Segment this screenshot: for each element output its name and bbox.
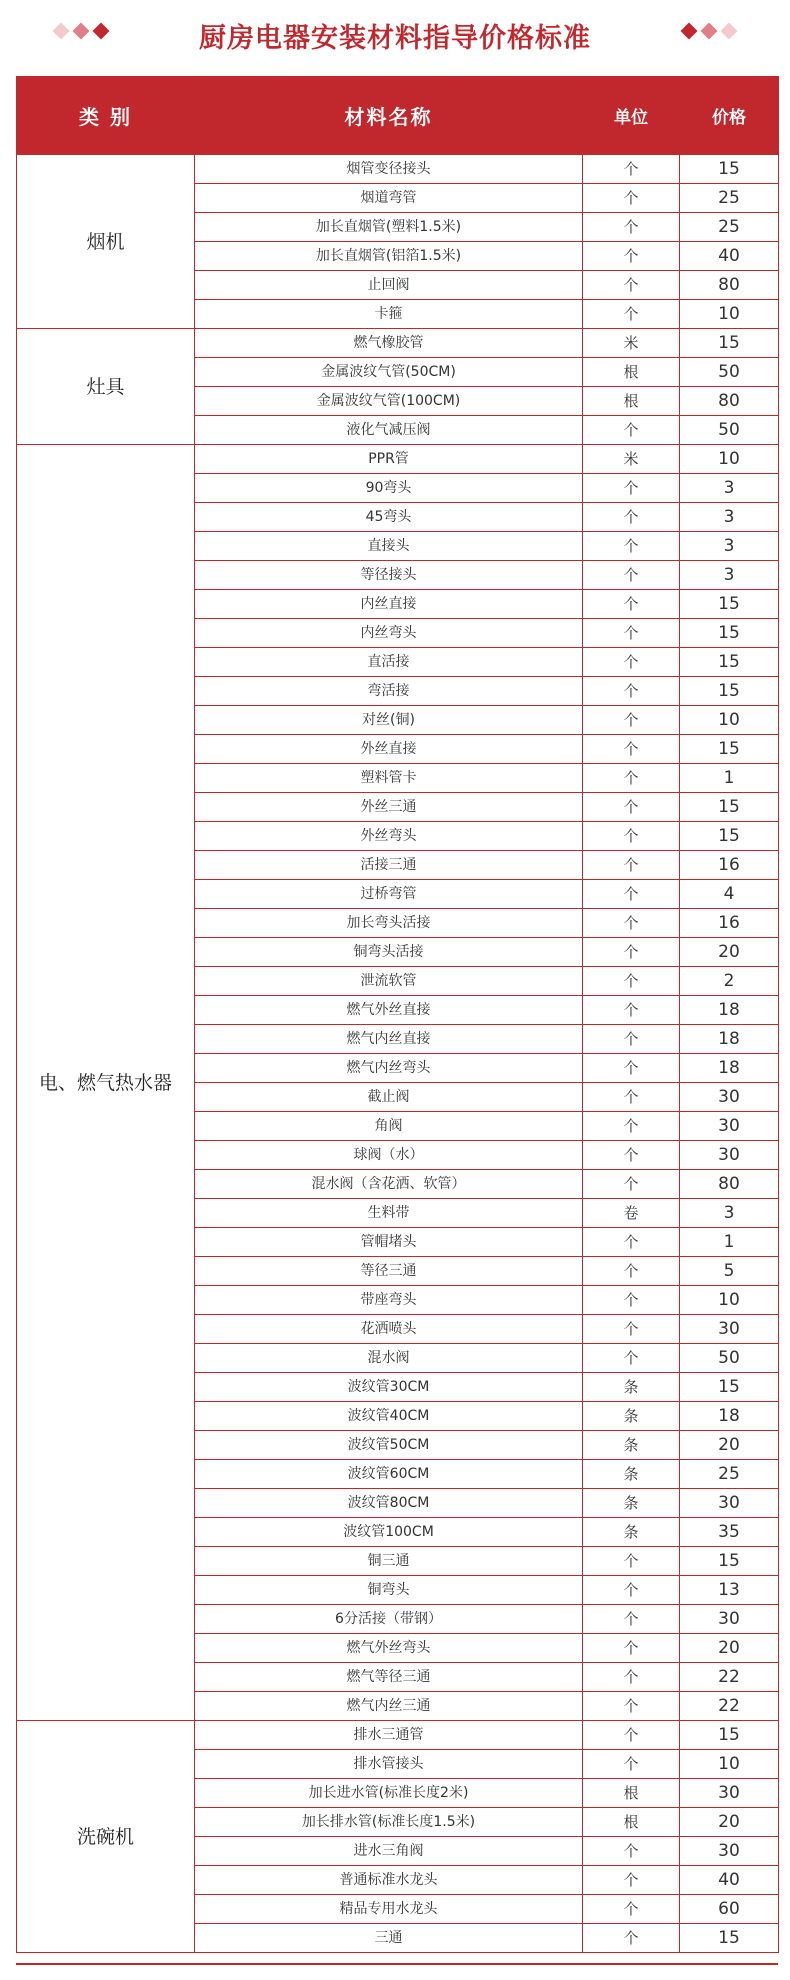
price-cell: 15 bbox=[680, 1924, 779, 1953]
price-cell: 15 bbox=[680, 1373, 779, 1402]
unit-cell: 个 bbox=[583, 822, 680, 851]
price-cell: 15 bbox=[680, 590, 779, 619]
material-name-cell: 45弯头 bbox=[195, 503, 583, 532]
material-name-cell: 烟管变径接头 bbox=[195, 155, 583, 184]
price-cell: 3 bbox=[680, 474, 779, 503]
material-name-cell: 内丝弯头 bbox=[195, 619, 583, 648]
unit-cell: 个 bbox=[583, 1576, 680, 1605]
unit-cell: 个 bbox=[583, 1344, 680, 1373]
header-name: 材料名称 bbox=[195, 77, 583, 155]
price-cell: 3 bbox=[680, 532, 779, 561]
unit-cell: 个 bbox=[583, 1895, 680, 1924]
page-title: 厨房电器安装材料指导价格标准 bbox=[199, 22, 591, 54]
unit-cell: 个 bbox=[583, 735, 680, 764]
material-name-cell: 外丝弯头 bbox=[195, 822, 583, 851]
material-name-cell: 外丝直接 bbox=[195, 735, 583, 764]
material-name-cell: 混水阀（含花洒、软管） bbox=[195, 1170, 583, 1199]
diamond-mid-icon bbox=[701, 23, 718, 40]
unit-cell: 个 bbox=[583, 561, 680, 590]
price-cell: 18 bbox=[680, 1025, 779, 1054]
price-cell: 3 bbox=[680, 503, 779, 532]
unit-cell: 个 bbox=[583, 1228, 680, 1257]
material-name-cell: 管帽堵头 bbox=[195, 1228, 583, 1257]
material-name-cell: 角阀 bbox=[195, 1112, 583, 1141]
material-name-cell: 波纹管30CM bbox=[195, 1373, 583, 1402]
price-cell: 20 bbox=[680, 938, 779, 967]
bottom-divider bbox=[16, 1963, 778, 1965]
price-cell: 15 bbox=[680, 155, 779, 184]
material-name-cell: 等径接头 bbox=[195, 561, 583, 590]
unit-cell: 个 bbox=[583, 590, 680, 619]
diamond-dark-icon bbox=[681, 23, 698, 40]
material-name-cell: 进水三角阀 bbox=[195, 1837, 583, 1866]
unit-cell: 个 bbox=[583, 880, 680, 909]
material-name-cell: 波纹管40CM bbox=[195, 1402, 583, 1431]
material-name-cell: 燃气橡胶管 bbox=[195, 329, 583, 358]
unit-cell: 个 bbox=[583, 1547, 680, 1576]
price-cell: 15 bbox=[680, 735, 779, 764]
unit-cell: 个 bbox=[583, 1605, 680, 1634]
price-cell: 20 bbox=[680, 1431, 779, 1460]
price-cell: 3 bbox=[680, 561, 779, 590]
category-cell: 电、燃气热水器 bbox=[17, 445, 195, 1721]
price-cell: 13 bbox=[680, 1576, 779, 1605]
material-name-cell: 燃气外丝直接 bbox=[195, 996, 583, 1025]
material-name-cell: 金属波纹气管(50CM) bbox=[195, 358, 583, 387]
material-name-cell: 金属波纹气管(100CM) bbox=[195, 387, 583, 416]
material-name-cell: 燃气内丝直接 bbox=[195, 1025, 583, 1054]
unit-cell: 个 bbox=[583, 1112, 680, 1141]
price-cell: 15 bbox=[680, 793, 779, 822]
price-cell: 15 bbox=[680, 822, 779, 851]
diamond-light-icon bbox=[721, 23, 738, 40]
unit-cell: 条 bbox=[583, 1460, 680, 1489]
table-body bbox=[17, 155, 779, 1953]
material-name-cell: 三通 bbox=[195, 1924, 583, 1953]
unit-cell: 个 bbox=[583, 1141, 680, 1170]
price-cell: 30 bbox=[680, 1083, 779, 1112]
category-cell: 洗碗机 bbox=[17, 1721, 195, 1953]
unit-cell: 个 bbox=[583, 300, 680, 329]
price-cell: 10 bbox=[680, 1750, 779, 1779]
unit-cell: 个 bbox=[583, 503, 680, 532]
material-name-cell: 铜三通 bbox=[195, 1547, 583, 1576]
unit-cell: 个 bbox=[583, 706, 680, 735]
material-name-cell: 波纹管60CM bbox=[195, 1460, 583, 1489]
unit-cell: 个 bbox=[583, 1315, 680, 1344]
unit-cell: 个 bbox=[583, 271, 680, 300]
material-name-cell: 加长直烟管(塑料1.5米) bbox=[195, 213, 583, 242]
material-name-cell: 加长弯头活接 bbox=[195, 909, 583, 938]
price-cell: 22 bbox=[680, 1692, 779, 1721]
price-cell: 20 bbox=[680, 1634, 779, 1663]
material-name-cell: 对丝(铜) bbox=[195, 706, 583, 735]
unit-cell: 根 bbox=[583, 358, 680, 387]
price-cell: 30 bbox=[680, 1605, 779, 1634]
material-name-cell: 加长进水管(标准长度2米) bbox=[195, 1779, 583, 1808]
unit-cell: 个 bbox=[583, 213, 680, 242]
price-cell: 40 bbox=[680, 1866, 779, 1895]
price-cell: 1 bbox=[680, 764, 779, 793]
material-name-cell: 燃气等径三通 bbox=[195, 1663, 583, 1692]
material-name-cell: 球阀（水） bbox=[195, 1141, 583, 1170]
material-name-cell: 活接三通 bbox=[195, 851, 583, 880]
price-cell: 80 bbox=[680, 271, 779, 300]
price-cell: 25 bbox=[680, 184, 779, 213]
unit-cell: 条 bbox=[583, 1518, 680, 1547]
unit-cell: 个 bbox=[583, 1692, 680, 1721]
price-cell: 2 bbox=[680, 967, 779, 996]
price-cell: 10 bbox=[680, 1286, 779, 1315]
unit-cell: 个 bbox=[583, 851, 680, 880]
price-cell: 60 bbox=[680, 1895, 779, 1924]
unit-cell: 个 bbox=[583, 619, 680, 648]
price-cell: 15 bbox=[680, 619, 779, 648]
material-name-cell: PPR管 bbox=[195, 445, 583, 474]
unit-cell: 米 bbox=[583, 445, 680, 474]
price-cell: 30 bbox=[680, 1112, 779, 1141]
material-name-cell: 加长直烟管(铝箔1.5米) bbox=[195, 242, 583, 271]
price-cell: 3 bbox=[680, 1199, 779, 1228]
price-cell: 10 bbox=[680, 445, 779, 474]
price-cell: 15 bbox=[680, 1547, 779, 1576]
header-price: 价格 bbox=[680, 77, 779, 155]
unit-cell: 米 bbox=[583, 329, 680, 358]
price-cell: 25 bbox=[680, 213, 779, 242]
price-cell: 5 bbox=[680, 1257, 779, 1286]
material-name-cell: 6分活接（带钢） bbox=[195, 1605, 583, 1634]
unit-cell: 个 bbox=[583, 677, 680, 706]
category-cell: 灶具 bbox=[17, 329, 195, 445]
diamond-light-icon bbox=[53, 23, 70, 40]
unit-cell: 个 bbox=[583, 967, 680, 996]
unit-cell: 根 bbox=[583, 1779, 680, 1808]
unit-cell: 条 bbox=[583, 1431, 680, 1460]
unit-cell: 个 bbox=[583, 764, 680, 793]
price-cell: 18 bbox=[680, 1054, 779, 1083]
unit-cell: 个 bbox=[583, 1924, 680, 1953]
material-name-cell: 生料带 bbox=[195, 1199, 583, 1228]
unit-cell: 个 bbox=[583, 938, 680, 967]
material-name-cell: 铜弯头活接 bbox=[195, 938, 583, 967]
table-row bbox=[17, 329, 779, 358]
price-cell: 15 bbox=[680, 677, 779, 706]
unit-cell: 个 bbox=[583, 242, 680, 271]
price-cell: 15 bbox=[680, 648, 779, 677]
price-cell: 4 bbox=[680, 880, 779, 909]
price-cell: 50 bbox=[680, 358, 779, 387]
unit-cell: 个 bbox=[583, 1083, 680, 1112]
price-cell: 20 bbox=[680, 1808, 779, 1837]
price-cell: 10 bbox=[680, 706, 779, 735]
unit-cell: 条 bbox=[583, 1373, 680, 1402]
right-diamond-ornament bbox=[683, 25, 735, 37]
material-name-cell: 燃气内丝三通 bbox=[195, 1692, 583, 1721]
material-name-cell: 截止阀 bbox=[195, 1083, 583, 1112]
price-cell: 18 bbox=[680, 996, 779, 1025]
diamond-dark-icon bbox=[93, 23, 110, 40]
unit-cell: 条 bbox=[583, 1402, 680, 1431]
material-name-cell: 加长排水管(标准长度1.5米) bbox=[195, 1808, 583, 1837]
unit-cell: 个 bbox=[583, 909, 680, 938]
material-name-cell: 外丝三通 bbox=[195, 793, 583, 822]
material-name-cell: 普通标准水龙头 bbox=[195, 1866, 583, 1895]
price-cell: 16 bbox=[680, 909, 779, 938]
price-cell: 50 bbox=[680, 1344, 779, 1373]
unit-cell: 个 bbox=[583, 184, 680, 213]
price-table bbox=[16, 76, 779, 1953]
material-name-cell: 铜弯头 bbox=[195, 1576, 583, 1605]
price-cell: 22 bbox=[680, 1663, 779, 1692]
unit-cell: 个 bbox=[583, 1257, 680, 1286]
unit-cell: 个 bbox=[583, 1170, 680, 1199]
material-name-cell: 等径三通 bbox=[195, 1257, 583, 1286]
material-name-cell: 直活接 bbox=[195, 648, 583, 677]
header-category: 类 别 bbox=[17, 77, 195, 155]
price-cell: 15 bbox=[680, 1721, 779, 1750]
unit-cell: 根 bbox=[583, 387, 680, 416]
diamond-mid-icon bbox=[73, 23, 90, 40]
price-cell: 1 bbox=[680, 1228, 779, 1257]
material-name-cell: 内丝直接 bbox=[195, 590, 583, 619]
price-cell: 35 bbox=[680, 1518, 779, 1547]
table-row bbox=[17, 445, 779, 474]
material-name-cell: 直接头 bbox=[195, 532, 583, 561]
unit-cell: 个 bbox=[583, 1054, 680, 1083]
material-name-cell: 止回阀 bbox=[195, 271, 583, 300]
unit-cell: 个 bbox=[583, 1750, 680, 1779]
price-cell: 40 bbox=[680, 242, 779, 271]
price-cell: 30 bbox=[680, 1779, 779, 1808]
unit-cell: 个 bbox=[583, 474, 680, 503]
price-cell: 18 bbox=[680, 1402, 779, 1431]
material-name-cell: 过桥弯管 bbox=[195, 880, 583, 909]
unit-cell: 个 bbox=[583, 155, 680, 184]
price-cell: 80 bbox=[680, 1170, 779, 1199]
material-name-cell: 液化气减压阀 bbox=[195, 416, 583, 445]
material-name-cell: 卡箍 bbox=[195, 300, 583, 329]
material-name-cell: 波纹管50CM bbox=[195, 1431, 583, 1460]
material-name-cell: 带座弯头 bbox=[195, 1286, 583, 1315]
price-cell: 10 bbox=[680, 300, 779, 329]
material-name-cell: 排水管接头 bbox=[195, 1750, 583, 1779]
material-name-cell: 燃气内丝弯头 bbox=[195, 1054, 583, 1083]
price-cell: 50 bbox=[680, 416, 779, 445]
price-cell: 30 bbox=[680, 1837, 779, 1866]
unit-cell: 卷 bbox=[583, 1199, 680, 1228]
table-header-row bbox=[17, 77, 779, 155]
price-cell: 25 bbox=[680, 1460, 779, 1489]
unit-cell: 个 bbox=[583, 532, 680, 561]
material-name-cell: 精品专用水龙头 bbox=[195, 1895, 583, 1924]
unit-cell: 个 bbox=[583, 1837, 680, 1866]
left-diamond-ornament bbox=[55, 25, 107, 37]
material-name-cell: 波纹管80CM bbox=[195, 1489, 583, 1518]
table-row bbox=[17, 1721, 779, 1750]
unit-cell: 条 bbox=[583, 1489, 680, 1518]
table-row bbox=[17, 155, 779, 184]
unit-cell: 个 bbox=[583, 416, 680, 445]
material-name-cell: 波纹管100CM bbox=[195, 1518, 583, 1547]
unit-cell: 个 bbox=[583, 1721, 680, 1750]
unit-cell: 个 bbox=[583, 1634, 680, 1663]
title-bar bbox=[0, 0, 790, 70]
unit-cell: 个 bbox=[583, 1025, 680, 1054]
unit-cell: 个 bbox=[583, 1286, 680, 1315]
material-name-cell: 90弯头 bbox=[195, 474, 583, 503]
price-cell: 80 bbox=[680, 387, 779, 416]
header-unit: 单位 bbox=[583, 77, 680, 155]
material-name-cell: 排水三通管 bbox=[195, 1721, 583, 1750]
unit-cell: 个 bbox=[583, 996, 680, 1025]
price-cell: 30 bbox=[680, 1141, 779, 1170]
unit-cell: 根 bbox=[583, 1808, 680, 1837]
unit-cell: 个 bbox=[583, 1663, 680, 1692]
material-name-cell: 混水阀 bbox=[195, 1344, 583, 1373]
price-cell: 16 bbox=[680, 851, 779, 880]
material-name-cell: 泄流软管 bbox=[195, 967, 583, 996]
price-cell: 15 bbox=[680, 329, 779, 358]
price-cell: 30 bbox=[680, 1489, 779, 1518]
unit-cell: 个 bbox=[583, 648, 680, 677]
material-name-cell: 弯活接 bbox=[195, 677, 583, 706]
price-cell: 30 bbox=[680, 1315, 779, 1344]
material-name-cell: 燃气外丝弯头 bbox=[195, 1634, 583, 1663]
material-name-cell: 花洒喷头 bbox=[195, 1315, 583, 1344]
category-cell: 烟机 bbox=[17, 155, 195, 329]
unit-cell: 个 bbox=[583, 1866, 680, 1895]
unit-cell: 个 bbox=[583, 793, 680, 822]
material-name-cell: 塑料管卡 bbox=[195, 764, 583, 793]
material-name-cell: 烟道弯管 bbox=[195, 184, 583, 213]
